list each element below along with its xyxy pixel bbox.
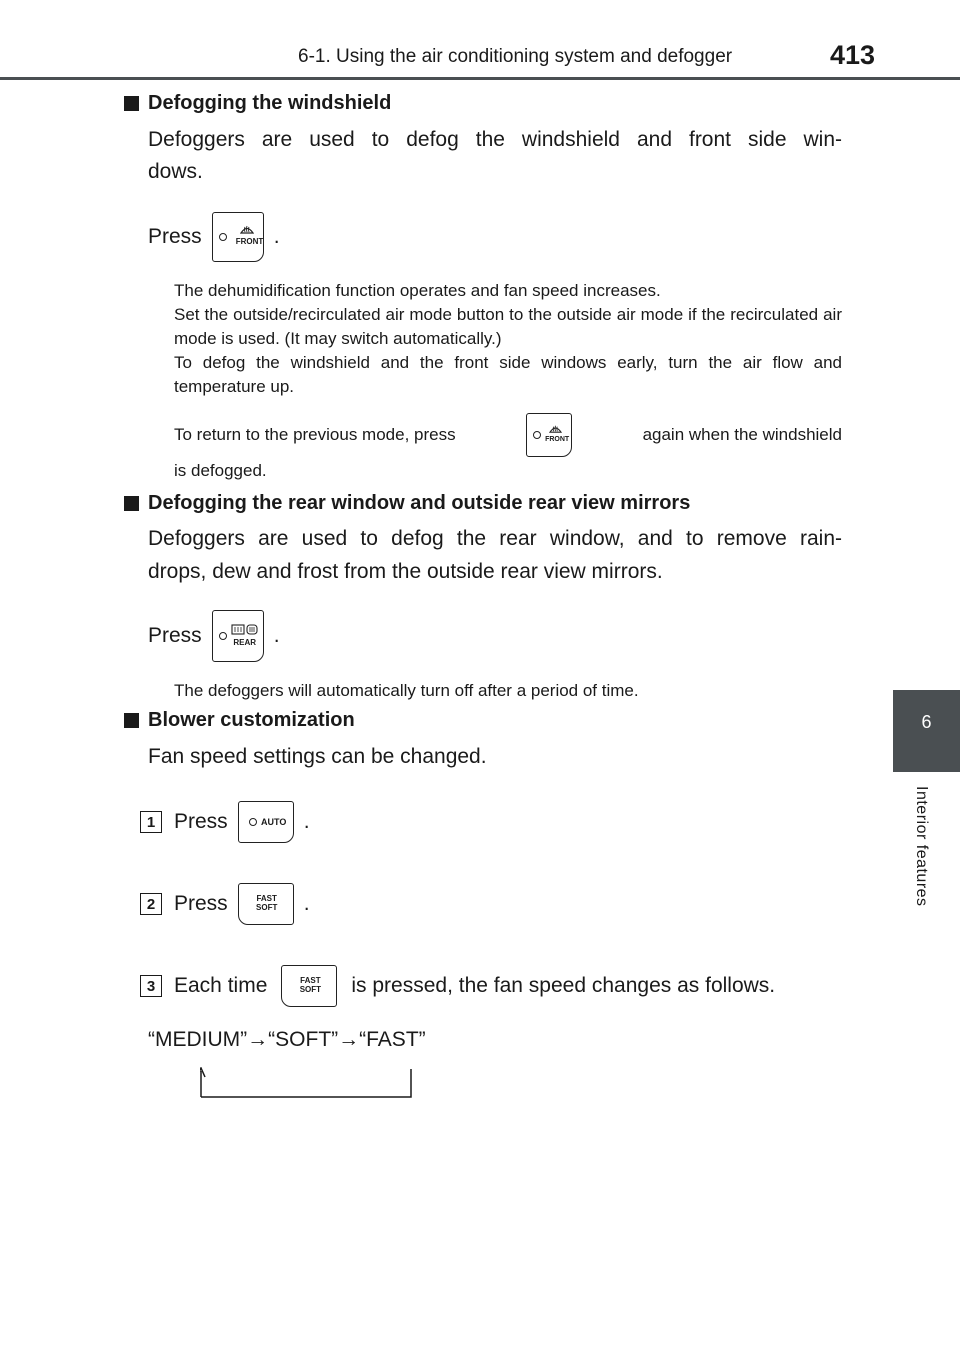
auto-button-icon bbox=[238, 801, 294, 843]
page-number: 413 bbox=[830, 40, 876, 70]
cycle-fast: “FAST” bbox=[359, 1028, 426, 1051]
indicator-led-icon bbox=[219, 632, 227, 640]
windshield-intro-line1: Defoggers are used to defog the windshield and front side win- bbox=[148, 128, 842, 151]
rear-defogger-button-icon bbox=[212, 610, 264, 662]
soft-label: SOFT bbox=[299, 985, 322, 994]
front-defogger-button-icon bbox=[212, 212, 264, 262]
press-label: Press bbox=[148, 225, 202, 248]
windshield-return-line bbox=[174, 413, 842, 457]
auto-label: AUTO bbox=[261, 817, 287, 827]
windshield-note3: To defog the windshield and the front side windows early, turn the air flow and temperature up. bbox=[174, 353, 842, 396]
press-label: Press bbox=[148, 624, 202, 647]
square-bullet-icon bbox=[124, 496, 139, 511]
step-3 bbox=[140, 965, 775, 1007]
indicator-led-icon bbox=[533, 431, 541, 439]
rear-press-line bbox=[148, 610, 280, 662]
cycle-medium: “MEDIUM” bbox=[148, 1028, 248, 1051]
step-2 bbox=[140, 883, 310, 925]
soft-label: SOFT bbox=[256, 903, 278, 912]
period: . bbox=[273, 624, 280, 647]
square-bullet-icon bbox=[124, 96, 139, 111]
step-number-box: 1 bbox=[140, 811, 162, 833]
heading-text: Defogging the windshield bbox=[148, 92, 392, 114]
rear-intro-line2: drops, dew and frost from the outside rear view mirrors. bbox=[148, 560, 663, 583]
rear-defog-mirror-icon bbox=[231, 624, 259, 636]
header-section-title: 6-1. Using the air conditioning system and defogger bbox=[298, 46, 733, 67]
fan-speed-cycle bbox=[148, 1028, 426, 1052]
step-prefix: Press bbox=[174, 892, 228, 915]
windshield-intro-line2: dows. bbox=[148, 160, 203, 183]
heading-text: Blower customization bbox=[148, 709, 355, 731]
fast-soft-button-icon bbox=[281, 965, 337, 1007]
heading-rear bbox=[124, 492, 690, 515]
step-suffix: is pressed, the fan speed changes as follows. bbox=[351, 974, 776, 997]
period: . bbox=[273, 225, 280, 248]
fast-label: FAST bbox=[300, 976, 321, 985]
fast-label: FAST bbox=[256, 894, 277, 903]
step-prefix: Each time bbox=[174, 974, 268, 997]
rear-label: REAR bbox=[233, 638, 257, 647]
return-suffix: again when the windshield bbox=[642, 425, 842, 444]
front-label: FRONT bbox=[545, 436, 570, 443]
period: . bbox=[303, 892, 310, 915]
step-number-box: 3 bbox=[140, 975, 162, 997]
square-bullet-icon bbox=[124, 713, 139, 728]
windshield-note1: The dehumidification function operates and fan speed increases. bbox=[174, 281, 661, 300]
rear-note: The defoggers will automatically turn off after a period of time. bbox=[174, 681, 639, 700]
step-1 bbox=[140, 801, 310, 843]
windshield-defog-icon bbox=[240, 223, 254, 235]
fast-soft-button-icon bbox=[238, 883, 294, 925]
heading-text: Defogging the rear window and outside rear view mirrors bbox=[148, 492, 691, 514]
indicator-led-icon bbox=[219, 233, 227, 241]
arrow-right-icon: → bbox=[338, 1028, 360, 1051]
rear-intro-line1: Defoggers are used to defog the rear window, and to remove rain- bbox=[148, 527, 842, 550]
chapter-number: 6 bbox=[921, 712, 932, 732]
return-prefix: To return to the previous mode, press bbox=[174, 425, 456, 444]
header-rule bbox=[0, 77, 960, 80]
period: . bbox=[303, 810, 310, 833]
indicator-led-icon bbox=[249, 818, 257, 826]
windshield-return-line2: is defogged. bbox=[174, 461, 267, 480]
cycle-soft: “SOFT” bbox=[268, 1028, 339, 1051]
step-number-box: 2 bbox=[140, 893, 162, 915]
cycle-return-arrow-icon bbox=[200, 1067, 412, 1099]
front-label: FRONT bbox=[235, 237, 264, 246]
heading-blower bbox=[124, 709, 355, 732]
chapter-label: Interior features bbox=[913, 786, 930, 907]
blower-intro: Fan speed settings can be changed. bbox=[148, 745, 487, 768]
windshield-press-line bbox=[148, 212, 280, 262]
step-prefix: Press bbox=[174, 810, 228, 833]
front-defogger-button-icon-small bbox=[526, 413, 572, 457]
arrow-right-icon: → bbox=[247, 1028, 269, 1051]
heading-windshield bbox=[124, 92, 391, 115]
windshield-defog-icon bbox=[549, 423, 562, 434]
windshield-note2: Set the outside/recirculated air mode button to the outside air mode if the recirculated air mode is used. (It may switch automatically.) bbox=[174, 305, 842, 348]
